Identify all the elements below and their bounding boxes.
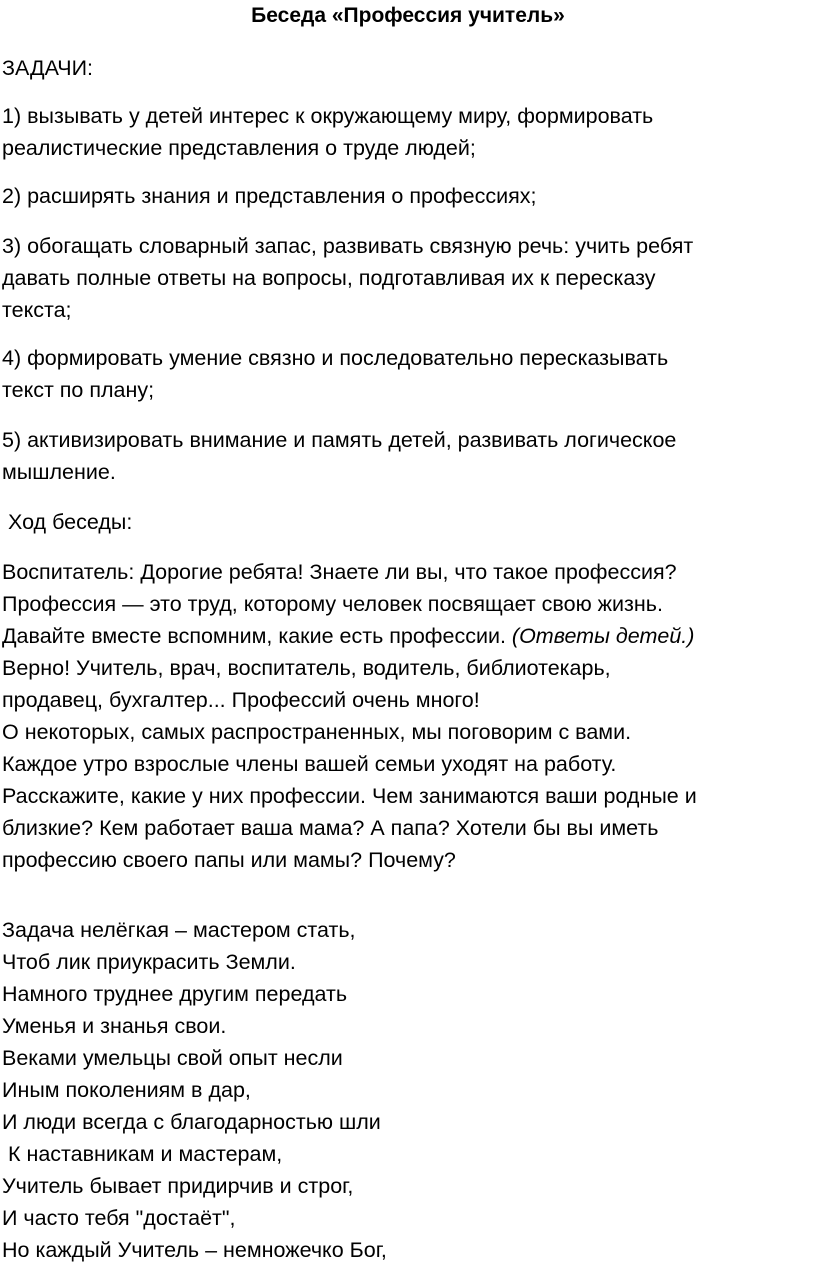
task-3-line: давать полные ответы на вопросы, подготавливая их к пересказу — [2, 266, 656, 290]
dialogue-line: профессию своего папы или мамы? Почему? — [2, 848, 456, 872]
course-heading-text: Ход беседы: — [2, 510, 133, 534]
poem-line: Задача нелёгкая – мастером стать, — [2, 918, 356, 942]
poem-line: Намного труднее другим передать — [2, 982, 348, 1006]
task-4-line: текст по плану; — [2, 378, 155, 402]
task-1-line: 1) вызывать у детей интерес к окружающему миру, формировать — [2, 104, 654, 128]
dialogue-line: Расскажите, какие у них профессии. Чем занимаются ваши родные и — [2, 784, 697, 808]
dialogue-line: Профессия — это труд, которому человек посвящает свою жизнь. — [2, 592, 663, 616]
poem-line: Чтоб лик приукрасить Земли. — [2, 950, 296, 974]
document-title: Беседа «Профессия учитель» — [251, 4, 565, 27]
task-2 — [2, 180, 814, 212]
poem-line: И часто тебя "достаёт", — [2, 1206, 236, 1230]
task-4-line: 4) формировать умение связно и последовательно пересказывать — [2, 346, 669, 370]
dialogue-line — [2, 620, 814, 652]
dialogue-line: близкие? Кем работает ваша мама? А папа? Хотели бы вы иметь — [2, 816, 659, 840]
task-3-line: 3) обогащать словарный запас, развивать связную речь: учить ребят — [2, 234, 694, 258]
task-2-line: 2) расширять знания и представления о профессиях; — [2, 184, 537, 208]
course-heading — [2, 506, 814, 538]
poem-line: Уменья и знанья свои. — [2, 1014, 227, 1038]
poem — [2, 914, 814, 1266]
poem-line: Но каждый Учитель – немножечко Бог, — [2, 1238, 387, 1262]
poem-line: Веками умельцы свой опыт несли — [2, 1046, 343, 1070]
dialogue-line: Воспитатель: Дорогие ребята! Знаете ли вы, что такое профессия? — [2, 560, 677, 584]
poem-line: К наставникам и мастерам, — [2, 1142, 283, 1166]
poem-line: Учитель бывает придирчив и строг, — [2, 1174, 354, 1198]
task-4 — [2, 342, 814, 406]
poem-line: Иным поколениям в дар, — [2, 1078, 251, 1102]
dialogue-line: Каждое утро взрослые члены вашей семьи уходят на работу. — [2, 752, 617, 776]
task-5-line: мышление. — [2, 460, 116, 484]
task-1 — [2, 100, 814, 164]
tasks-heading-text: ЗАДАЧИ: — [2, 56, 94, 80]
task-3-line: текста; — [2, 298, 72, 322]
task-3 — [2, 230, 814, 326]
dialogue — [2, 556, 814, 876]
task-1-line: реалистические представления о труде людей; — [2, 136, 476, 160]
poem-line: И люди всегда с благодарностью шли — [2, 1110, 381, 1134]
tasks-heading — [2, 52, 814, 84]
dialogue-line: Верно! Учитель, врач, воспитатель, водитель, библиотекарь, — [2, 656, 611, 680]
task-5-line: 5) активизировать внимание и память детей, развивать логическое — [2, 428, 677, 452]
dialogue-line: О некоторых, самых распространенных, мы поговорим с вами. — [2, 720, 632, 744]
task-5 — [2, 424, 814, 488]
dialogue-line: продавец, бухгалтер... Профессий очень много! — [2, 688, 480, 712]
children-answers-note: (Ответы детей.) — [511, 624, 695, 648]
dialogue-line-text: Давайте вместе вспомним, какие есть профессии. — [2, 624, 512, 648]
